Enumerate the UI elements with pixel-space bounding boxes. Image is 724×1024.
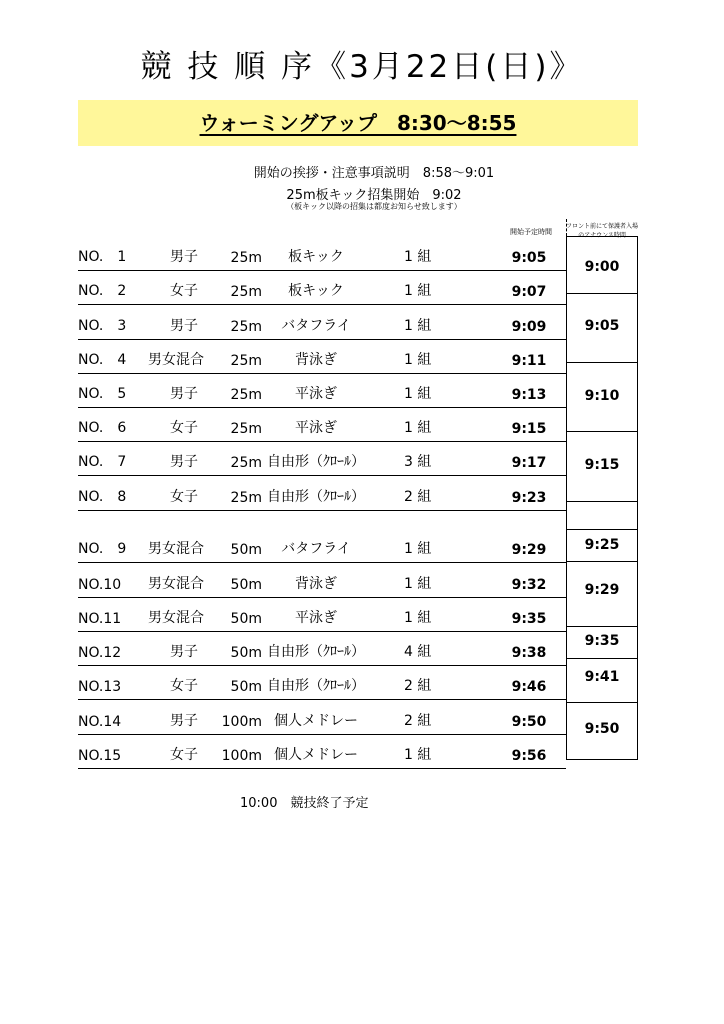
table-row	[78, 665, 566, 700]
info-note: （板キック以降の招集は都度お知らせ致します）	[286, 202, 462, 211]
table-row	[78, 597, 566, 632]
info-opening: 開始の挨拶・注意事項説明 8:58〜9:01	[253, 166, 495, 181]
event-gender: 男女混合	[148, 541, 204, 557]
event-stroke: バタフライ	[281, 541, 351, 557]
event-distance: 25m	[230, 490, 262, 506]
event-groups: 1 組	[404, 249, 432, 265]
info-call: 25m板キック招集開始 9:02	[286, 188, 462, 203]
event-groups: 1 組	[404, 747, 432, 763]
event-stroke: 板キック	[288, 283, 344, 299]
event-number: NO.15	[78, 748, 122, 764]
event-stroke: 板キック	[288, 249, 344, 265]
event-stroke: 平泳ぎ	[295, 610, 337, 626]
event-gender: 男子	[170, 386, 198, 402]
event-gender: 女子	[170, 420, 198, 436]
announce-time-cell	[566, 363, 638, 432]
table-row	[78, 270, 566, 305]
event-number: NO. 3	[78, 318, 127, 334]
event-stroke: バタフライ	[281, 318, 351, 334]
footer-end-time: 10:00 競技終了予定	[240, 796, 369, 811]
event-start-time: 9:56	[511, 748, 547, 764]
event-start-time: 9:11	[511, 353, 547, 369]
announce-time-cell	[566, 703, 638, 760]
event-start-time: 9:32	[511, 577, 547, 593]
event-stroke: 個人メドレー	[274, 747, 358, 763]
event-distance: 25m	[230, 421, 262, 437]
event-distance: 50m	[230, 611, 262, 627]
announce-time: 9:29	[584, 582, 620, 598]
table-row	[78, 700, 566, 735]
table-row	[78, 236, 566, 271]
event-start-time: 9:15	[511, 421, 547, 437]
event-gender: 男女混合	[148, 352, 204, 368]
announce-time-cell	[566, 294, 638, 363]
event-gender: 男子	[170, 454, 198, 470]
announce-time: 9:41	[584, 669, 620, 685]
table-row	[78, 339, 566, 374]
event-number: NO. 7	[78, 454, 127, 470]
event-distance: 100m	[221, 714, 262, 730]
event-number: NO. 6	[78, 420, 127, 436]
event-groups: 4 組	[404, 644, 432, 660]
announce-time-cell	[566, 562, 638, 627]
event-gender: 女子	[170, 283, 198, 299]
announce-time: 9:25	[584, 537, 620, 553]
event-number: NO.14	[78, 714, 122, 730]
announce-time: 9:15	[584, 457, 620, 473]
event-number: NO.13	[78, 679, 122, 695]
table-row	[78, 441, 566, 476]
announce-time-cell	[566, 432, 638, 502]
warmup-banner	[78, 100, 638, 146]
event-gender: 男女混合	[148, 576, 204, 592]
table-row	[78, 407, 566, 442]
event-start-time: 9:29	[511, 542, 547, 558]
event-number: NO.10	[78, 577, 122, 593]
event-gender: 男子	[170, 249, 198, 265]
event-distance: 25m	[230, 455, 262, 471]
event-stroke: 個人メドレー	[274, 713, 358, 729]
table-row	[78, 305, 566, 340]
header-announce-line1: フロント前にて保護者入場	[566, 223, 639, 230]
announce-time-cell	[566, 502, 638, 530]
event-gender: 男子	[170, 644, 198, 660]
table-row	[78, 563, 566, 598]
event-start-time: 9:38	[511, 645, 547, 661]
announce-time: 9:50	[584, 721, 620, 737]
event-stroke: 自由形（ｸﾛｰﾙ）	[267, 454, 365, 470]
announce-time-cell	[566, 627, 638, 659]
event-start-time: 9:05	[511, 250, 547, 266]
page-title: 競 技 順 序《3月22日(日)》	[140, 49, 584, 85]
event-number: NO.11	[78, 611, 122, 627]
event-start-time: 9:46	[511, 679, 547, 695]
header-announce-line2: のアナウンス時間	[578, 232, 626, 239]
event-gender: 女子	[170, 678, 198, 694]
event-distance: 25m	[230, 353, 262, 369]
event-number: NO.12	[78, 645, 122, 661]
event-groups: 2 組	[404, 713, 432, 729]
event-groups: 1 組	[404, 576, 432, 592]
event-groups: 1 組	[404, 541, 432, 557]
event-stroke: 背泳ぎ	[295, 352, 337, 368]
event-number: NO. 8	[78, 489, 127, 505]
announce-time-cell	[566, 659, 638, 703]
table-row	[78, 373, 566, 408]
announce-time-cell	[566, 530, 638, 562]
event-number: NO. 4	[78, 352, 127, 368]
event-distance: 25m	[230, 284, 262, 300]
event-distance: 25m	[230, 387, 262, 403]
event-stroke: 背泳ぎ	[295, 576, 337, 592]
event-start-time: 9:09	[511, 319, 547, 335]
event-groups: 3 組	[404, 454, 432, 470]
event-start-time: 9:50	[511, 714, 547, 730]
event-start-time: 9:17	[511, 455, 547, 471]
event-stroke: 平泳ぎ	[295, 420, 337, 436]
event-groups: 1 組	[404, 610, 432, 626]
event-groups: 2 組	[404, 678, 432, 694]
table-row	[78, 734, 566, 769]
event-stroke: 自由形（ｸﾛｰﾙ）	[267, 678, 365, 694]
header-start-time: 開始予定時間	[510, 228, 552, 236]
event-distance: 50m	[230, 679, 262, 695]
announce-time: 9:35	[584, 633, 620, 649]
event-number: NO. 5	[78, 386, 127, 402]
event-groups: 1 組	[404, 283, 432, 299]
event-gender: 女子	[170, 747, 198, 763]
event-distance: 25m	[230, 250, 262, 266]
event-start-time: 9:23	[511, 490, 547, 506]
event-gender: 女子	[170, 489, 198, 505]
warmup-text: ウォーミングアップ 8:30〜8:55	[199, 111, 517, 135]
event-groups: 2 組	[404, 489, 432, 505]
event-number: NO. 2	[78, 283, 127, 299]
announce-time: 9:05	[584, 318, 620, 334]
announce-time: 9:10	[584, 388, 620, 404]
table-row	[78, 528, 566, 563]
event-distance: 50m	[230, 577, 262, 593]
event-distance: 100m	[221, 748, 262, 764]
event-distance: 50m	[230, 542, 262, 558]
event-distance: 50m	[230, 645, 262, 661]
event-number: NO. 1	[78, 249, 127, 265]
announce-time: 9:00	[584, 259, 620, 275]
event-stroke: 自由形（ｸﾛｰﾙ）	[267, 644, 365, 660]
event-number: NO. 9	[78, 541, 127, 557]
event-start-time: 9:13	[511, 387, 547, 403]
event-distance: 25m	[230, 319, 262, 335]
event-stroke: 自由形（ｸﾛｰﾙ）	[267, 489, 365, 505]
event-gender: 男子	[170, 318, 198, 334]
event-start-time: 9:07	[511, 284, 547, 300]
event-groups: 1 組	[404, 386, 432, 402]
event-start-time: 9:35	[511, 611, 547, 627]
event-stroke: 平泳ぎ	[295, 386, 337, 402]
event-groups: 1 組	[404, 318, 432, 334]
event-groups: 1 組	[404, 352, 432, 368]
event-groups: 1 組	[404, 420, 432, 436]
table-row	[78, 631, 566, 666]
event-gender: 男女混合	[148, 610, 204, 626]
table-row	[78, 476, 566, 511]
event-gender: 男子	[170, 713, 198, 729]
announce-time-cell	[566, 236, 638, 294]
